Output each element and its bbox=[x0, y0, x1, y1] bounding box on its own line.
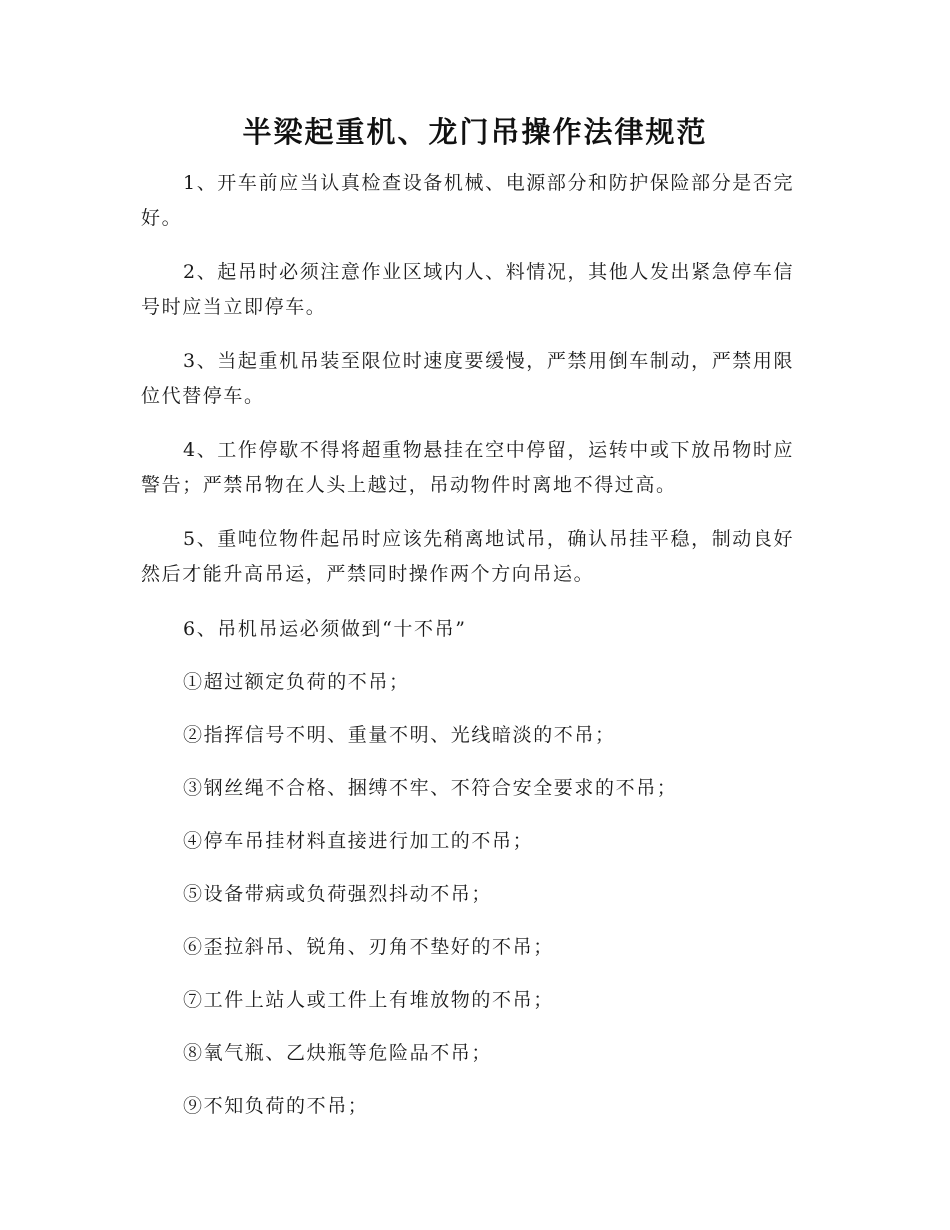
paragraph-2: 2、起吊时必须注意作业区域内人、料情况，其他人发出紧急停车信号时应当立即停车。 bbox=[141, 261, 795, 318]
rule-item: ②指挥信号不明、重量不明、光线暗淡的不吊； bbox=[183, 724, 616, 746]
rule-item: ⑤设备带病或负荷强烈抖动不吊； bbox=[183, 883, 493, 905]
rule-item: ①超过额定负荷的不吊； bbox=[183, 671, 410, 693]
rule-item: ④停车吊挂材料直接进行加工的不吊； bbox=[183, 830, 534, 852]
rule-item: ⑧氧气瓶、乙炔瓶等危险品不吊； bbox=[183, 1042, 493, 1064]
paragraph-1: 1、开车前应当认真检查设备机械、电源部分和防护保险部分是否完好。 bbox=[141, 172, 795, 229]
rule-heading: 6、吊机吊运必须做到“十不吊” bbox=[183, 618, 467, 640]
paragraph-3: 3、当起重机吊装至限位时速度要缓慢，严禁用倒车制动，严禁用限位代替停车。 bbox=[141, 350, 795, 407]
rule-item: ③钢丝绳不合格、捆缚不牢、不符合安全要求的不吊； bbox=[183, 777, 678, 799]
rule-item: ⑦工件上站人或工件上有堆放物的不吊； bbox=[183, 989, 554, 1011]
document-title: 半梁起重机、龙门吊操作法律规范 bbox=[242, 115, 708, 149]
paragraph-4: 4、工作停歇不得将超重物悬挂在空中停留，运转中或下放吊物时应警告；严禁吊物在人头上越过，吊动物件时离地不得过高。 bbox=[141, 439, 795, 496]
rule-item: ⑥歪拉斜吊、锐角、刃角不垫好的不吊； bbox=[183, 936, 554, 958]
rule-item: ⑨不知负荷的不吊； bbox=[183, 1095, 369, 1117]
paragraph-5: 5、重吨位物件起吊时应该先稍离地试吊，确认吊挂平稳，制动良好然后才能升高吊运，严禁同时操作两个方向吊运。 bbox=[141, 528, 795, 585]
